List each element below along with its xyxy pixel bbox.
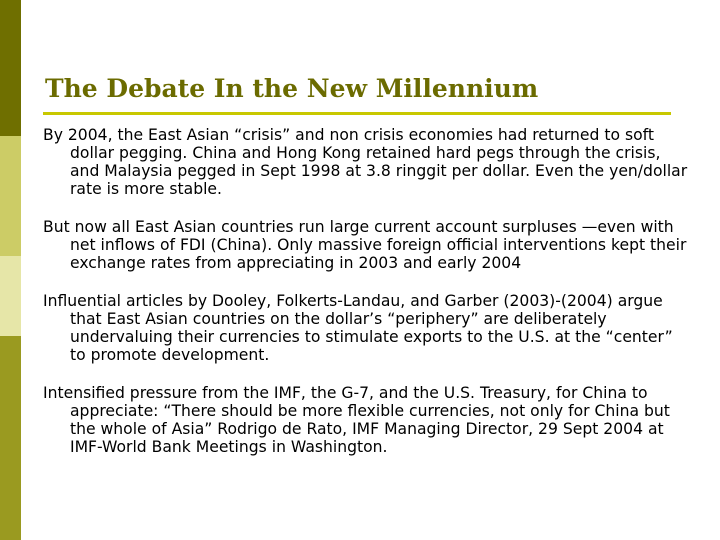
sidebar-block-mid [0,336,21,540]
slide-title: The Debate In the New Millennium [45,74,539,103]
paragraph-current-account-surpluses: But now all East Asian countries run large current account surpluses —even with net inflows of FDI (China). Only massive foreign official interventions kept their exchange rates from appreciating in 2003 and early 2004 [43,218,687,272]
title-underline [43,112,671,115]
paragraph-soft-dollar-pegging: By 2004, the East Asian “crisis” and non crisis economies had returned to soft dollar pegging. China and Hong Kong retained hard pegs through the crisis, and Malaysia pegged in Sept 1998 at 3.8 ringgit per dollar. Even the yen/dollar rate is more stable. [43,126,688,198]
slide-body [43,126,693,476]
decorative-sidebar [0,0,21,540]
sidebar-block-lighter [0,256,21,336]
sidebar-block-light [0,136,21,256]
paragraph-intensified-pressure: Intensified pressure from the IMF, the G-7, and the U.S. Treasury, for China to appreciate: “There should be more flexible currencies, not only for China but the whole of Asia” Rodrigo de Rato, IMF Managing Director, 29 Sept 2004 at IMF-World Bank Meetings in Washington. [43,384,670,456]
sidebar-block-dark [0,0,21,136]
paragraph-influential-articles: Influential articles by Dooley, Folkerts-Landau, and Garber (2003)-(2004) argue that East Asian countries on the dollar’s “periphery” are deliberately undervaluing their currencies to stimulate exports to the U.S. at the “center” to promote development. [43,292,673,364]
